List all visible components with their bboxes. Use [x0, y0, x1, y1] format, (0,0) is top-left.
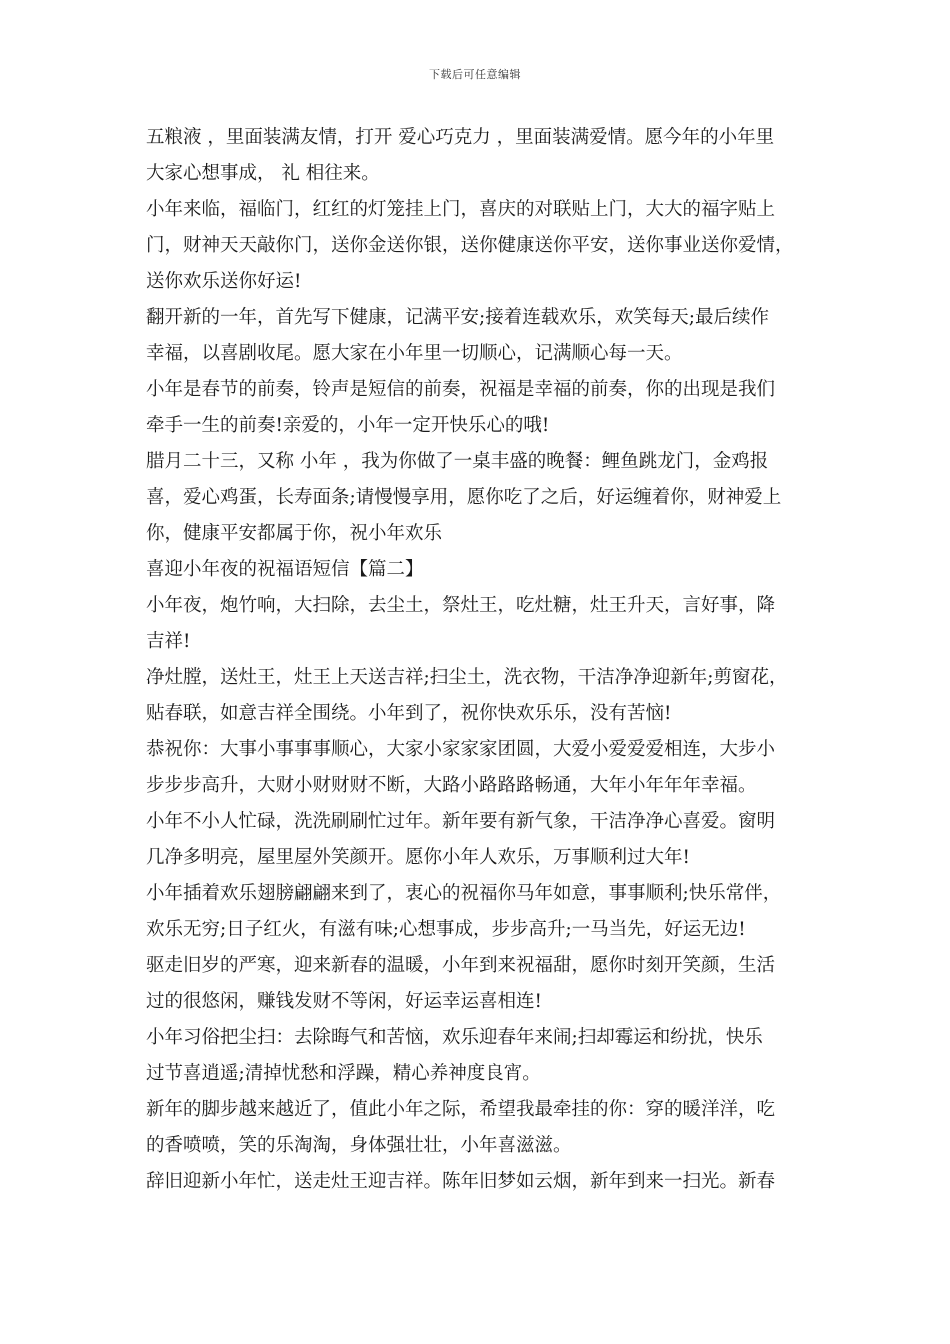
text-line: 大家心想事成， 礼 相往来。	[146, 163, 380, 184]
text-line: 牵手一生的前奏!亲爱的，小年一定开快乐心的哦!	[146, 415, 550, 436]
text-line: 你，健康平安都属于你，祝小年欢乐	[146, 523, 443, 544]
text-line: 恭祝你：大事小事事事顺心，大家小家家家团圆，大爱小爱爱爱相连，大步小	[146, 739, 776, 760]
text-line: 小年插着欢乐翅膀翩翩来到了，衷心的祝福你马年如意，事事顺利;快乐常伴，	[146, 883, 782, 904]
text-line: 幸福，以喜剧收尾。愿大家在小年里一切顺心，记满顺心每一天。	[146, 343, 683, 364]
text-line: 喜，爱心鸡蛋，长寿面条;请慢慢享用，愿你吃了之后，好运缠着你，财神爱上	[146, 487, 782, 508]
text-line: 的香喷喷，笑的乐淘淘，身体强壮壮，小年喜滋滋。	[146, 1135, 572, 1156]
text-line: 新年的脚步越来越近了，值此小年之际，希望我最牵挂的你：穿的暖洋洋，吃	[146, 1099, 776, 1120]
text-line: 送你欢乐送你好运!	[146, 271, 302, 292]
section-heading: 喜迎小年夜的祝福语短信【篇二】	[146, 559, 424, 580]
text-line: 小年夜，炮竹响，大扫除，去尘土，祭灶王，吃灶糖，灶王升天，言好事，降	[146, 595, 776, 616]
text-line: 贴春联，如意吉祥全围绕。小年到了，祝你快欢乐乐，没有苦恼!	[146, 703, 672, 724]
text-line: 过的很悠闲，赚钱发财不等闲，好运幸运喜相连!	[146, 991, 542, 1012]
text-line: 翻开新的一年，首先写下健康，记满平安;接着连载欢乐，欢笑每天;最后续作	[146, 307, 769, 328]
page-header: 下载后可任意编辑	[429, 68, 521, 81]
text-line: 吉祥!	[146, 631, 191, 652]
text-line: 腊月二十三，又称 小年 ，我为你做了一桌丰盛的晚餐：鲤鱼跳龙门，金鸡报	[146, 451, 769, 472]
text-line: 几净多明亮，屋里屋外笑颜开。愿你小年人欢乐，万事顺利过大年!	[146, 847, 690, 868]
text-line: 过节喜逍遥;清掉忧愁和浮躁，精心养神度良宵。	[146, 1063, 541, 1084]
text-line: 步步步高升，大财小财财财不断，大路小路路路畅通，大年小年年年幸福。	[146, 775, 757, 796]
text-line: 辞旧迎新小年忙，送走灶王迎吉祥。陈年旧梦如云烟，新年到来一扫光。新春	[146, 1171, 776, 1192]
text-line: 净灶膛，送灶王，灶王上天送吉祥;扫尘土，洗衣物，干洁净净迎新年;剪窗花，	[146, 667, 788, 688]
document-body	[146, 120, 826, 1200]
text-line: 小年来临，福临门，红红的灯笼挂上门，喜庆的对联贴上门，大大的福字贴上	[146, 199, 776, 220]
text-line: 门，财神天天敲你门，送你金送你银，送你健康送你平安，送你事业送你爱情，	[146, 235, 794, 256]
text-line: 驱走旧岁的严寒，迎来新春的温暖，小年到来祝福甜，愿你时刻开笑颜，生活	[146, 955, 776, 976]
text-line: 小年是春节的前奏，铃声是短信的前奏，祝福是幸福的前奏，你的出现是我们	[146, 379, 776, 400]
text-line: 欢乐无穷;日子红火，有滋有味;心想事成，步步高升;一马当先，好运无边!	[146, 919, 746, 940]
text-line: 小年不小人忙碌，洗洗刷刷忙过年。新年要有新气象，干洁净净心喜爱。窗明	[146, 811, 776, 832]
text-line: 小年习俗把尘扫：去除晦气和苦恼，欢乐迎春年来闹;扫却霉运和纷扰，快乐	[146, 1027, 763, 1048]
text-line: 五粮液 ，里面装满友情，打开 爱心巧克力 ，里面装满爱情。愿今年的小年里	[146, 127, 775, 148]
